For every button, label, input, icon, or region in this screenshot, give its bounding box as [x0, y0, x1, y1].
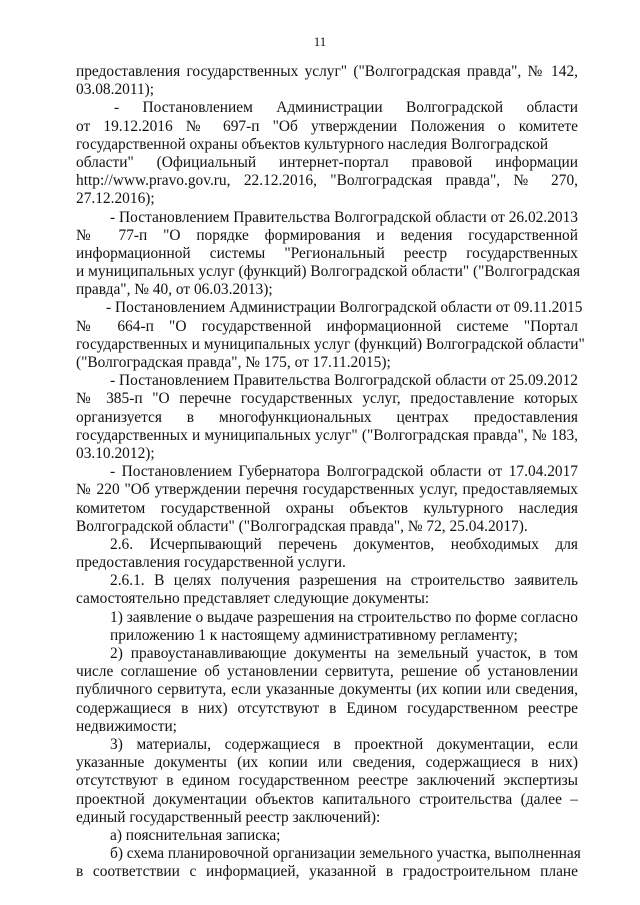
text-line: предоставления государственных услуг" ("Волгоградская правда", № 142,: [76, 63, 578, 80]
text-line: публичного сервитута, если указанные документы (их копии или сведения,: [76, 681, 578, 699]
text-line: 3) материалы, содержащиеся в проектной документации, если: [110, 735, 578, 753]
text-line: предоставления государственной услуги.: [76, 554, 346, 572]
text-line: и муниципальных услуг (функций) Волгоградской области" ("Волгоградская: [76, 263, 581, 281]
text-line: - Постановлением Администрации Волгоградской области от 09.11.2015: [106, 299, 583, 317]
text-line: комитетом государственной охраны объектов культурного наследия: [76, 499, 578, 517]
text-line: - Постановлением Правительства Волгоградской области от 25.09.2012: [110, 372, 578, 390]
text-line: 27.12.2016);: [76, 190, 155, 208]
text-line: 03.08.2011);: [76, 81, 155, 99]
text-line: числе соглашение об установлении сервитута, решение об установлении: [76, 663, 578, 681]
text-line: в соответствии с информацией, указанной в градостроительном плане: [76, 863, 578, 881]
text-line: ("Волгоградская правда", № 175, от 17.11.2015);: [76, 354, 391, 371]
text-line: содержащиеся в них) отсутствуют в Едином государственном реестре: [76, 699, 578, 717]
text-line: государственных и муниципальных услуг (функций) Волгоградской области": [76, 335, 585, 353]
text-line: 03.10.2012);: [76, 444, 155, 462]
text-line: от 19.12.2016 № 697-п "Об утверждении Положения о комитете: [76, 117, 578, 135]
text-line: единый государственный реестр заключений):: [76, 808, 381, 826]
text-line: 1) заявление о выдаче разрешения на строительство по форме согласно: [110, 608, 578, 626]
text-line: государственных и муниципальных услуг" ("Волгоградская правда", № 183,: [76, 426, 578, 444]
text-line: самостоятельно представляет следующие документы:: [76, 590, 430, 608]
text-line: проектной документации объектов капитального строительства (далее –: [76, 790, 578, 808]
text-line: № 385-п "О перечне государственных услуг, предоставление которых: [76, 390, 578, 408]
document-body: [76, 63, 585, 881]
text-line: 2.6. Исчерпывающий перечень документов, необходимых для: [110, 535, 578, 553]
text-line: - Постановлением Правительства Волгоградской области от 26.02.2013: [110, 208, 578, 226]
text-line: приложению 1 к настоящему административному регламенту;: [110, 626, 518, 644]
text-line: № 77-п "О порядке формирования и ведения государственной: [76, 226, 578, 244]
text-line: Волгоградской области" ("Волгоградская правда", № 72, 25.04.2017).: [76, 517, 528, 535]
text-line: указанные документы (их копии или сведения, содержащиеся в них): [76, 754, 578, 772]
text-line: организуется в многофункциональных центрах предоставления: [76, 408, 578, 426]
text-line: информационной системы "Региональный реестр государственных: [76, 244, 578, 262]
text-line: http://www.pravo.gov.ru, 22.12.2016, "Волгоградская правда", № 270,: [76, 172, 578, 190]
text-line: недвижимости;: [76, 717, 177, 735]
text-line: области" (Официальный интернет-портал правовой информации: [76, 153, 578, 171]
text-line: 2.6.1. В целях получения разрешения на строительство заявитель: [110, 572, 578, 590]
text-line: 2) правоустанавливающие документы на земельный участок, в том: [110, 645, 578, 662]
text-line: государственной охраны объектов культурного наследия Волгоградской: [76, 135, 549, 153]
text-line: отсутствуют в едином государственном реестре заключений экспертизы: [76, 772, 578, 790]
text-line: а) пояснительная записка;: [110, 826, 281, 844]
text-line: № 664-п "О государственной информационной системе "Портал: [76, 317, 578, 335]
text-line: правда", № 40, от 06.03.2013);: [76, 281, 273, 299]
text-line: - Постановлением Губернатора Волгоградской области от 17.04.2017: [110, 463, 578, 481]
text-line: - Постановлением Администрации Волгоградской области: [114, 99, 578, 117]
page-number: 11: [313, 34, 327, 49]
text-line: б) схема планировочной организации земельного участка, выполненная: [110, 845, 581, 863]
text-line: № 220 "Об утверждении перечня государственных услуг, предоставляемых: [76, 481, 578, 499]
